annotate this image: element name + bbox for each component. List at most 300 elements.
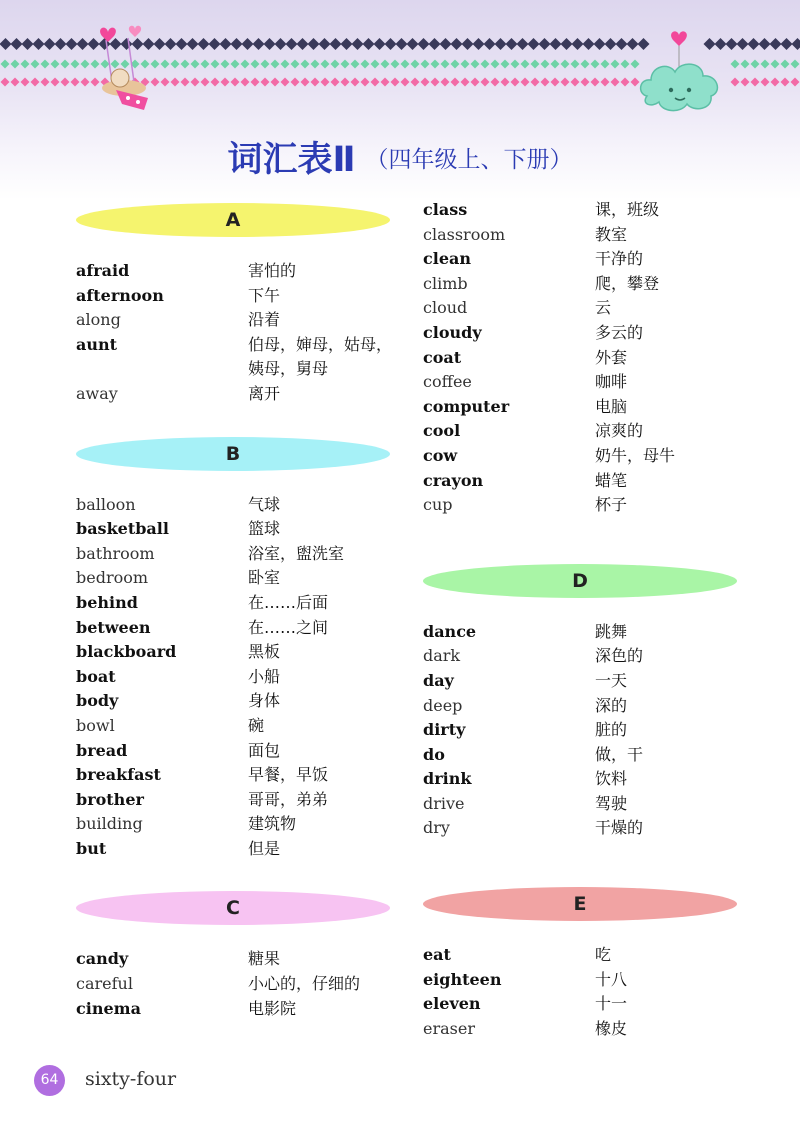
chinese-meaning: 橡皮 bbox=[595, 1018, 628, 1038]
border-diamond bbox=[301, 60, 310, 69]
vocab-entry bbox=[76, 763, 396, 788]
vocab-entry bbox=[423, 395, 743, 420]
left-column bbox=[76, 203, 396, 1021]
english-word: but bbox=[76, 838, 107, 858]
letter-b: B bbox=[225, 442, 241, 465]
border-diamond bbox=[51, 78, 60, 87]
border-diamond bbox=[551, 60, 560, 69]
border-diamond bbox=[221, 60, 230, 69]
vocab-entry bbox=[423, 469, 743, 494]
border-diamond bbox=[771, 78, 780, 87]
vocab-entry bbox=[423, 968, 743, 993]
english-word: coat bbox=[423, 347, 462, 367]
vocab-entry bbox=[423, 1017, 743, 1042]
english-word: cloudy bbox=[423, 322, 482, 342]
border-diamond bbox=[407, 38, 419, 50]
chinese-meaning: 跳舞 bbox=[595, 621, 628, 641]
english-word: dry bbox=[423, 818, 450, 838]
border-diamond bbox=[491, 60, 500, 69]
border-diamond bbox=[581, 60, 590, 69]
border-diamond bbox=[385, 38, 397, 50]
border-diamond bbox=[561, 60, 570, 69]
english-word: behind bbox=[76, 592, 138, 612]
border-diamond bbox=[528, 38, 540, 50]
english-word: eleven bbox=[423, 994, 481, 1014]
border-diamond bbox=[401, 78, 410, 87]
border-diamond bbox=[311, 78, 320, 87]
vocab-entry bbox=[423, 767, 743, 792]
english-word: drink bbox=[423, 769, 472, 789]
chinese-meaning: 下午 bbox=[248, 285, 281, 305]
english-word: body bbox=[76, 691, 119, 711]
vocab-entry bbox=[76, 837, 396, 862]
vocab-entry bbox=[76, 640, 396, 665]
chinese-meaning: 气球 bbox=[248, 494, 281, 514]
chinese-meaning: 吃 bbox=[595, 945, 612, 965]
border-diamond bbox=[201, 78, 210, 87]
entry-list-e bbox=[423, 943, 743, 1041]
border-diamond bbox=[352, 38, 364, 50]
chinese-meaning: 奶牛，母牛 bbox=[595, 445, 676, 465]
vocab-entry bbox=[423, 493, 743, 518]
border-diamond bbox=[791, 78, 800, 87]
border-diamond bbox=[391, 60, 400, 69]
vocab-entry bbox=[423, 620, 743, 645]
chinese-meaning: 饮料 bbox=[595, 769, 628, 789]
letter-banner-d bbox=[423, 564, 737, 598]
border-diamond bbox=[571, 78, 580, 87]
vocab-entry bbox=[76, 284, 396, 309]
english-word: basketball bbox=[76, 519, 169, 539]
border-diamond bbox=[71, 78, 80, 87]
border-diamond bbox=[621, 78, 630, 87]
english-word: deep bbox=[423, 695, 463, 715]
border-diamond bbox=[731, 60, 740, 69]
vocab-entry bbox=[76, 517, 396, 542]
vocab-entry bbox=[76, 591, 396, 616]
section-e bbox=[423, 887, 743, 1041]
chinese-meaning: 爬，攀登 bbox=[595, 273, 660, 293]
chinese-meaning: 课，班级 bbox=[595, 200, 660, 219]
english-word: cloud bbox=[423, 298, 468, 318]
border-diamond bbox=[531, 60, 540, 69]
border-diamond bbox=[371, 78, 380, 87]
border-diamond bbox=[506, 38, 518, 50]
border-diamond bbox=[231, 78, 240, 87]
vocab-entry bbox=[423, 370, 743, 395]
border-diamond bbox=[521, 78, 530, 87]
chinese-meaning: 教室 bbox=[595, 224, 628, 244]
border-diamond bbox=[66, 38, 78, 50]
vocab-entry bbox=[76, 333, 396, 382]
border-diamond bbox=[281, 60, 290, 69]
border-diamond bbox=[421, 60, 430, 69]
vocab-entry bbox=[76, 382, 396, 407]
chinese-meaning: 在……之间 bbox=[248, 617, 329, 637]
english-word: bread bbox=[76, 740, 128, 760]
vocab-entry bbox=[423, 792, 743, 817]
border-diamond bbox=[462, 38, 474, 50]
vocab-entry bbox=[423, 444, 743, 469]
chinese-meaning: 十一 bbox=[595, 994, 628, 1014]
border-diamond bbox=[539, 38, 551, 50]
border-diamond bbox=[361, 78, 370, 87]
border-diamond bbox=[231, 38, 243, 50]
border-diamond bbox=[551, 78, 560, 87]
border-diamond bbox=[22, 38, 34, 50]
border-diamond bbox=[221, 78, 230, 87]
entry-list-d bbox=[423, 620, 743, 841]
english-word: dark bbox=[423, 646, 461, 666]
vocab-entry bbox=[423, 419, 743, 444]
border-diamond bbox=[759, 38, 771, 50]
border-diamond bbox=[0, 38, 12, 50]
english-word: cool bbox=[423, 421, 461, 441]
vocab-entry bbox=[76, 308, 396, 333]
english-word: afternoon bbox=[76, 285, 164, 305]
border-diamond bbox=[361, 60, 370, 69]
border-diamond bbox=[431, 78, 440, 87]
border-diamond bbox=[351, 78, 360, 87]
vocab-entry bbox=[76, 739, 396, 764]
vocab-entry bbox=[76, 665, 396, 690]
chinese-meaning: 凉爽的 bbox=[595, 421, 644, 441]
border-diamond bbox=[594, 38, 606, 50]
entry-list-a bbox=[76, 259, 396, 407]
vocab-entry bbox=[423, 223, 743, 248]
border-diamond bbox=[211, 60, 220, 69]
english-word: eat bbox=[423, 945, 451, 965]
border-diamond bbox=[261, 60, 270, 69]
border-diamond bbox=[253, 38, 265, 50]
border-diamond bbox=[301, 78, 310, 87]
chinese-meaning: 黑板 bbox=[248, 642, 281, 662]
border-diamond bbox=[561, 78, 570, 87]
border-diamond bbox=[391, 78, 400, 87]
vocab-entry bbox=[76, 689, 396, 714]
border-diamond bbox=[761, 78, 770, 87]
border-diamond bbox=[363, 38, 375, 50]
chinese-meaning: 卧室 bbox=[248, 568, 281, 588]
vocab-entry bbox=[76, 947, 396, 972]
border-diamond bbox=[271, 78, 280, 87]
border-diamond bbox=[181, 78, 190, 87]
english-word: careful bbox=[76, 974, 133, 994]
english-word: balloon bbox=[76, 494, 136, 514]
border-diamond bbox=[241, 60, 250, 69]
english-word: candy bbox=[76, 949, 129, 969]
english-word: day bbox=[423, 670, 454, 690]
border-diamond bbox=[605, 38, 617, 50]
border-diamond bbox=[31, 60, 40, 69]
right-column bbox=[423, 198, 743, 1041]
border-diamond bbox=[11, 60, 20, 69]
border-diamond bbox=[481, 60, 490, 69]
chinese-meaning: 蜡笔 bbox=[595, 470, 628, 490]
border-diamond bbox=[726, 38, 738, 50]
section-d bbox=[423, 564, 743, 841]
border-diamond bbox=[21, 60, 30, 69]
border-diamond bbox=[521, 60, 530, 69]
english-word: boat bbox=[76, 666, 116, 686]
border-diamond bbox=[44, 38, 56, 50]
border-diamond bbox=[561, 38, 573, 50]
vocab-entry bbox=[423, 198, 743, 223]
border-diamond bbox=[291, 78, 300, 87]
section-b bbox=[76, 437, 396, 862]
border-diamond bbox=[33, 38, 45, 50]
border-diamond bbox=[191, 60, 200, 69]
letter-e: E bbox=[573, 893, 587, 916]
border-diamond bbox=[241, 78, 250, 87]
border-diamond bbox=[411, 60, 420, 69]
english-word: afraid bbox=[76, 261, 130, 280]
chinese-meaning: 电脑 bbox=[595, 396, 628, 416]
vocab-entry bbox=[423, 669, 743, 694]
english-word: clean bbox=[423, 249, 471, 269]
border-diamond bbox=[781, 78, 790, 87]
chinese-meaning: 做，干 bbox=[595, 744, 644, 764]
chinese-meaning: 建筑物 bbox=[248, 814, 297, 834]
border-diamond bbox=[271, 60, 280, 69]
border-diamond bbox=[11, 78, 20, 87]
letter-a: A bbox=[225, 209, 241, 231]
english-word: eighteen bbox=[423, 969, 502, 989]
chinese-meaning: 咖啡 bbox=[595, 372, 628, 392]
english-word: climb bbox=[423, 273, 468, 293]
chinese-meaning: 哥哥，弟弟 bbox=[248, 789, 329, 809]
border-diamond bbox=[473, 38, 485, 50]
border-diamond bbox=[541, 60, 550, 69]
english-word: bowl bbox=[76, 715, 115, 735]
border-diamond bbox=[319, 38, 331, 50]
border-diamond bbox=[181, 60, 190, 69]
english-word: cinema bbox=[76, 998, 141, 1018]
english-word: dance bbox=[423, 621, 477, 641]
border-diamond bbox=[737, 38, 749, 50]
section-a bbox=[76, 203, 396, 407]
border-diamond bbox=[550, 38, 562, 50]
entry-list-c-right bbox=[423, 198, 743, 518]
english-word: blackboard bbox=[76, 642, 177, 662]
border-diamond bbox=[731, 78, 740, 87]
border-diamond bbox=[1, 78, 10, 87]
chinese-meaning: 十八 bbox=[595, 969, 628, 989]
chinese-meaning: 小船 bbox=[248, 666, 281, 686]
letter-d: D bbox=[572, 569, 588, 592]
border-diamond bbox=[374, 38, 386, 50]
border-diamond bbox=[242, 38, 254, 50]
border-diamond bbox=[261, 78, 270, 87]
border-diamond bbox=[461, 60, 470, 69]
english-word: along bbox=[76, 310, 121, 330]
vocab-entry bbox=[423, 816, 743, 841]
chinese-meaning: 浴室，盥洗室 bbox=[248, 543, 345, 563]
entry-list-b bbox=[76, 493, 396, 862]
border-diamond bbox=[396, 38, 408, 50]
border-diamond bbox=[491, 78, 500, 87]
chinese-meaning: 云 bbox=[595, 298, 612, 318]
vocab-entry bbox=[423, 718, 743, 743]
letter-c: C bbox=[226, 897, 240, 920]
border-diamond bbox=[331, 78, 340, 87]
chinese-meaning: 沿着 bbox=[248, 310, 281, 330]
border-diamond bbox=[541, 78, 550, 87]
chinese-meaning: 篮球 bbox=[248, 519, 281, 539]
english-word: cow bbox=[423, 445, 458, 465]
border-diamond bbox=[517, 38, 529, 50]
english-word: computer bbox=[423, 396, 510, 416]
vocab-entry bbox=[76, 972, 396, 997]
border-diamond bbox=[531, 78, 540, 87]
chinese-meaning: 糖果 bbox=[248, 949, 281, 969]
border-diamond bbox=[381, 60, 390, 69]
english-word: crayon bbox=[423, 470, 484, 490]
border-diamond bbox=[41, 78, 50, 87]
border-diamond bbox=[308, 38, 320, 50]
vocab-entry bbox=[76, 714, 396, 739]
chinese-meaning: 外套 bbox=[595, 347, 628, 367]
english-word: dirty bbox=[423, 720, 466, 740]
border-diamond bbox=[751, 78, 760, 87]
border-diamond bbox=[41, 60, 50, 69]
section-c bbox=[76, 891, 396, 1021]
border-diamond bbox=[220, 38, 232, 50]
vocab-entry bbox=[423, 694, 743, 719]
border-diamond bbox=[761, 60, 770, 69]
chinese-meaning: 早餐，早饭 bbox=[248, 765, 329, 785]
border-diamond bbox=[611, 60, 620, 69]
border-diamond bbox=[431, 60, 440, 69]
border-diamond bbox=[418, 38, 430, 50]
border-diamond bbox=[741, 78, 750, 87]
vocab-entry bbox=[423, 346, 743, 371]
border-diamond bbox=[381, 78, 390, 87]
border-diamond bbox=[770, 38, 782, 50]
border-diamond bbox=[341, 38, 353, 50]
vocab-entry bbox=[76, 566, 396, 591]
border-diamond bbox=[55, 38, 67, 50]
chinese-meaning: 驾驶 bbox=[595, 793, 628, 813]
border-diamond bbox=[441, 78, 450, 87]
chinese-meaning: 在……后面 bbox=[248, 592, 329, 612]
vocab-entry bbox=[423, 272, 743, 297]
border-diamond bbox=[281, 78, 290, 87]
chinese-meaning: 深的 bbox=[595, 695, 628, 715]
border-diamond bbox=[571, 60, 580, 69]
border-diamond bbox=[451, 38, 463, 50]
border-diamond bbox=[231, 60, 240, 69]
border-diamond bbox=[251, 60, 260, 69]
border-diamond bbox=[601, 78, 610, 87]
girl-on-swing-illustration bbox=[88, 20, 178, 115]
border-diamond bbox=[591, 60, 600, 69]
vocab-entry bbox=[76, 812, 396, 837]
border-diamond bbox=[451, 78, 460, 87]
border-diamond bbox=[31, 78, 40, 87]
chinese-meaning: 伯母，婶母，姑母，姨母，舅母 bbox=[248, 334, 393, 379]
vocab-entry bbox=[76, 788, 396, 813]
english-word: building bbox=[76, 814, 143, 834]
border-diamond bbox=[211, 78, 220, 87]
vocab-entry bbox=[423, 743, 743, 768]
border-diamond bbox=[781, 60, 790, 69]
border-diamond bbox=[321, 78, 330, 87]
chinese-meaning: 多云的 bbox=[595, 322, 644, 342]
vocab-entry bbox=[423, 943, 743, 968]
chinese-meaning: 但是 bbox=[248, 838, 281, 858]
border-diamond bbox=[792, 38, 800, 50]
border-diamond bbox=[351, 60, 360, 69]
border-diamond bbox=[484, 38, 496, 50]
english-word: bathroom bbox=[76, 543, 155, 563]
border-diamond bbox=[371, 60, 380, 69]
english-word: drive bbox=[423, 793, 465, 813]
border-diamond bbox=[51, 60, 60, 69]
vocab-entry bbox=[76, 542, 396, 567]
border-diamond bbox=[616, 38, 628, 50]
border-diamond bbox=[481, 78, 490, 87]
border-diamond bbox=[495, 38, 507, 50]
border-diamond bbox=[441, 60, 450, 69]
border-diamond bbox=[61, 78, 70, 87]
border-diamond bbox=[471, 60, 480, 69]
border-diamond bbox=[461, 78, 470, 87]
border-diamond bbox=[401, 60, 410, 69]
border-diamond bbox=[791, 60, 800, 69]
vocab-entry bbox=[423, 992, 743, 1017]
border-diamond bbox=[591, 78, 600, 87]
border-diamond bbox=[330, 38, 342, 50]
vocab-entry bbox=[423, 296, 743, 321]
border-diamond bbox=[601, 60, 610, 69]
vocab-entry bbox=[423, 644, 743, 669]
border-diamond bbox=[311, 60, 320, 69]
border-diamond bbox=[187, 38, 199, 50]
letter-banner-a bbox=[76, 203, 390, 237]
chinese-meaning: 杯子 bbox=[595, 495, 628, 515]
chinese-meaning: 脏的 bbox=[595, 720, 628, 740]
border-diamond bbox=[501, 60, 510, 69]
english-word: bedroom bbox=[76, 568, 149, 588]
border-diamond bbox=[71, 60, 80, 69]
border-diamond bbox=[611, 78, 620, 87]
border-diamond bbox=[411, 78, 420, 87]
vocab-entry bbox=[76, 616, 396, 641]
letter-banner-b bbox=[76, 437, 390, 471]
title-subtitle: （四年级上、下册） bbox=[365, 146, 573, 173]
english-word: class bbox=[423, 200, 468, 219]
page-title bbox=[0, 132, 800, 182]
border-diamond bbox=[429, 38, 441, 50]
border-diamond bbox=[511, 60, 520, 69]
border-diamond bbox=[511, 78, 520, 87]
border-diamond bbox=[751, 60, 760, 69]
cloud-illustration bbox=[637, 20, 725, 115]
border-diamond bbox=[286, 38, 298, 50]
page-number-badge: 64 bbox=[34, 1065, 65, 1096]
chinese-meaning: 一天 bbox=[595, 670, 628, 690]
english-word: cup bbox=[423, 495, 453, 515]
english-word: do bbox=[423, 744, 445, 764]
border-diamond bbox=[209, 38, 221, 50]
border-diamond bbox=[77, 38, 89, 50]
english-word: brother bbox=[76, 789, 144, 809]
border-diamond bbox=[291, 60, 300, 69]
border-diamond bbox=[471, 78, 480, 87]
title-main: 词汇表Ⅱ bbox=[227, 140, 356, 180]
border-diamond bbox=[781, 38, 793, 50]
